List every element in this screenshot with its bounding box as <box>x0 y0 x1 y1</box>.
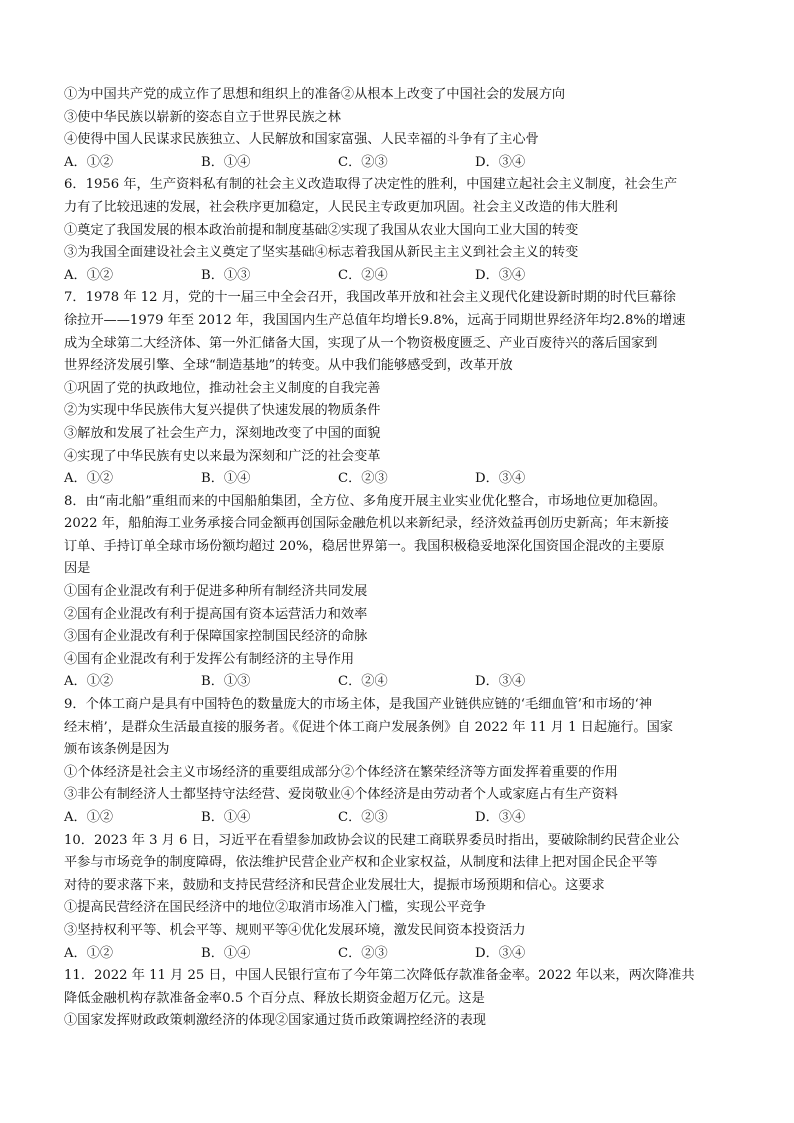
option-b: B．①④ <box>201 945 251 961</box>
question-stem: 成为全球第二大经济体、第一外汇储备大国，实现了从一个物资极度匮乏、产业百废待兴的落后国家到 <box>64 335 658 351</box>
answer-options <box>64 943 740 966</box>
option-a: A．①② <box>64 945 114 961</box>
question-11 <box>64 965 740 1033</box>
question-stem: 11．2022 年 11 月 25 日，中国人民银行宣布了今年第二次降低存款准备金率。2022 年以来，两次降准共 <box>64 968 695 984</box>
question-stem: 6．1956 年，生产资料私有制的社会主义改造取得了决定性的胜利，中国建立起社会主义制度，社会生产 <box>64 177 678 193</box>
option-b: B．①④ <box>201 154 251 170</box>
option-b: B．①③ <box>201 674 251 690</box>
option-c: C．②③ <box>338 471 388 487</box>
statement-line: ①提高民营经济在国民经济中的地位②取消市场准入门槛，实现公平竞争 <box>64 900 486 916</box>
option-b: B．①③ <box>201 267 251 283</box>
question-stem: 降低金融机构存款准备金率0.5 个百分点、释放长期资金超万亿元。这是 <box>64 990 485 1006</box>
statement-line: ③使中华民族以崭新的姿态自立于世界民族之林 <box>64 109 341 125</box>
question-stem: 2022 年，船舶海工业务承接合同金额再创国际金融危机以来新纪录，经济效益再创历史新高；年末新接 <box>64 516 669 532</box>
statement-line: ②国有企业混改有利于提高国有资本运营活力和效率 <box>64 606 368 622</box>
option-a: A．①② <box>64 267 114 283</box>
option-d: D．③④ <box>475 267 526 283</box>
question-stem: 经末梢’，是群众生活最直接的服务者。《促进个体工商户发展条例》自 2022 年 11 月 1 日起施行。国家 <box>64 719 673 735</box>
option-a: A．①② <box>64 674 114 690</box>
statement-line: ③坚持权利平等、机会平等、规则平等④优化发展环境，激发民间资本投资活力 <box>64 922 526 938</box>
question-stem: 对待的要求落下来，鼓励和支持民营经济和民营企业发展壮大，提振市场预期和信心。这要求 <box>64 877 605 893</box>
option-a: A．①② <box>64 154 114 170</box>
option-a: A．①② <box>64 471 114 487</box>
answer-options <box>64 468 740 491</box>
option-d: D．③④ <box>475 674 526 690</box>
question-10 <box>64 830 740 966</box>
answer-options <box>64 671 740 694</box>
statement-line: ②为实现中华民族伟大复兴提供了快速发展的物质条件 <box>64 403 381 419</box>
option-d: D．③④ <box>475 810 526 825</box>
statement-line: ③国有企业混改有利于保障国家控制国民经济的命脉 <box>64 629 368 645</box>
question-stem: 8．由“南北船”重组而来的中国船舶集团，全方位、多角度开展主业实业优化整合，市场地位更加稳固。 <box>64 493 667 509</box>
question-stem: 10．2023 年 3 月 6 日，习近平在看望参加政协会议的民建工商联界委员时指出，要破除制约民营企业公 <box>64 832 680 848</box>
option-c: C．②④ <box>338 267 388 283</box>
question-stem: 订单、手持订单全球市场份额均超过 20%，稳居世界第一。我国积极稳妥地深化国资国企混改的主要原 <box>64 538 665 554</box>
option-c: C．②③ <box>338 945 388 961</box>
statement-line: ④使得中国人民谋求民族独立、人民解放和国家富强、人民幸福的斗争有了主心骨 <box>64 132 539 148</box>
question-stem: 平参与市场竞争的制度障碍，依法维护民营企业产权和企业家权益，从制度和法律上把对国企民企平等 <box>64 855 658 871</box>
statement-line: ①个体经济是社会主义市场经济的重要组成部分②个体经济在繁荣经济等方面发挥着重要的作用 <box>64 764 618 780</box>
question-5-tail <box>64 84 740 174</box>
option-c: C．②③ <box>338 154 388 170</box>
answer-options <box>64 265 740 288</box>
option-a: A．①② <box>64 810 114 825</box>
question-stem: 因是 <box>64 561 91 577</box>
statement-line: ④实现了中华民族有史以来最为深刻和广泛的社会变革 <box>64 448 381 464</box>
statement-line: ①巩固了党的执政地位，推动社会主义制度的自我完善 <box>64 380 381 396</box>
answer-options <box>64 152 740 175</box>
option-d: D．③④ <box>475 945 526 961</box>
statement-line: ③非公有制经济人士都坚持守法经营、爱岗敬业④个体经济是由劳动者个人或家庭占有生产资料 <box>64 787 618 803</box>
option-c: C．②④ <box>338 674 388 690</box>
question-stem: 颁布该条例是因为 <box>64 742 170 758</box>
question-stem: 7．1978 年 12 月，党的十一届三中全会召开，我国改革开放和社会主义现代化建设新时期的时代巨幕徐 <box>64 290 676 306</box>
option-d: D．③④ <box>475 154 526 170</box>
question-stem: 力有了比较迅速的发展，社会秩序更加稳定，人民民主专政更加巩固。社会主义改造的伟大胜利 <box>64 199 618 215</box>
statement-line: ③解放和发展了社会生产力，深刻地改变了中国的面貌 <box>64 425 381 441</box>
question-9 <box>64 694 740 830</box>
question-8 <box>64 491 740 694</box>
statement-line: ①奠定了我国发展的根本政治前提和制度基础②实现了我国从农业大国向工业大国的转变 <box>64 222 579 238</box>
answer-options <box>64 807 740 830</box>
question-stem: 徐拉开——1979 年至 2012 年，我国国内生产总值年均增长9.8%，远高于同期世界经济年均2.8%的增速 <box>64 312 686 328</box>
option-b: B．①④ <box>201 471 251 487</box>
question-stem: 世界经济发展引擎、全球“制造基地”的转变。从中我们能够感受到，改革开放 <box>64 358 513 374</box>
exam-content <box>64 84 740 1033</box>
option-d: D．③④ <box>475 471 526 487</box>
question-stem: 9．个体工商户是具有中国特色的数量庞大的市场主体，是我国产业链供应链的‘毛细血管’和市场的‘神 <box>64 697 653 713</box>
option-c: C．②③ <box>338 810 388 825</box>
question-7 <box>64 287 740 490</box>
option-b: B．①④ <box>201 810 251 825</box>
statement-line: ④国有企业混改有利于发挥公有制经济的主导作用 <box>64 651 355 667</box>
statement-line: ③为我国全面建设社会主义奠定了坚实基础④标志着我国从新民主主义到社会主义的转变 <box>64 245 579 261</box>
statement-line: ①国家发挥财政政策刺激经济的体现②国家通过货币政策调控经济的表现 <box>64 1013 486 1029</box>
question-6 <box>64 174 740 287</box>
statement-line: ①为中国共产党的成立作了思想和组织上的准备②从根本上改变了中国社会的发展方向 <box>64 87 566 102</box>
statement-line: ①国有企业混改有利于促进多种所有制经济共同发展 <box>64 584 368 600</box>
